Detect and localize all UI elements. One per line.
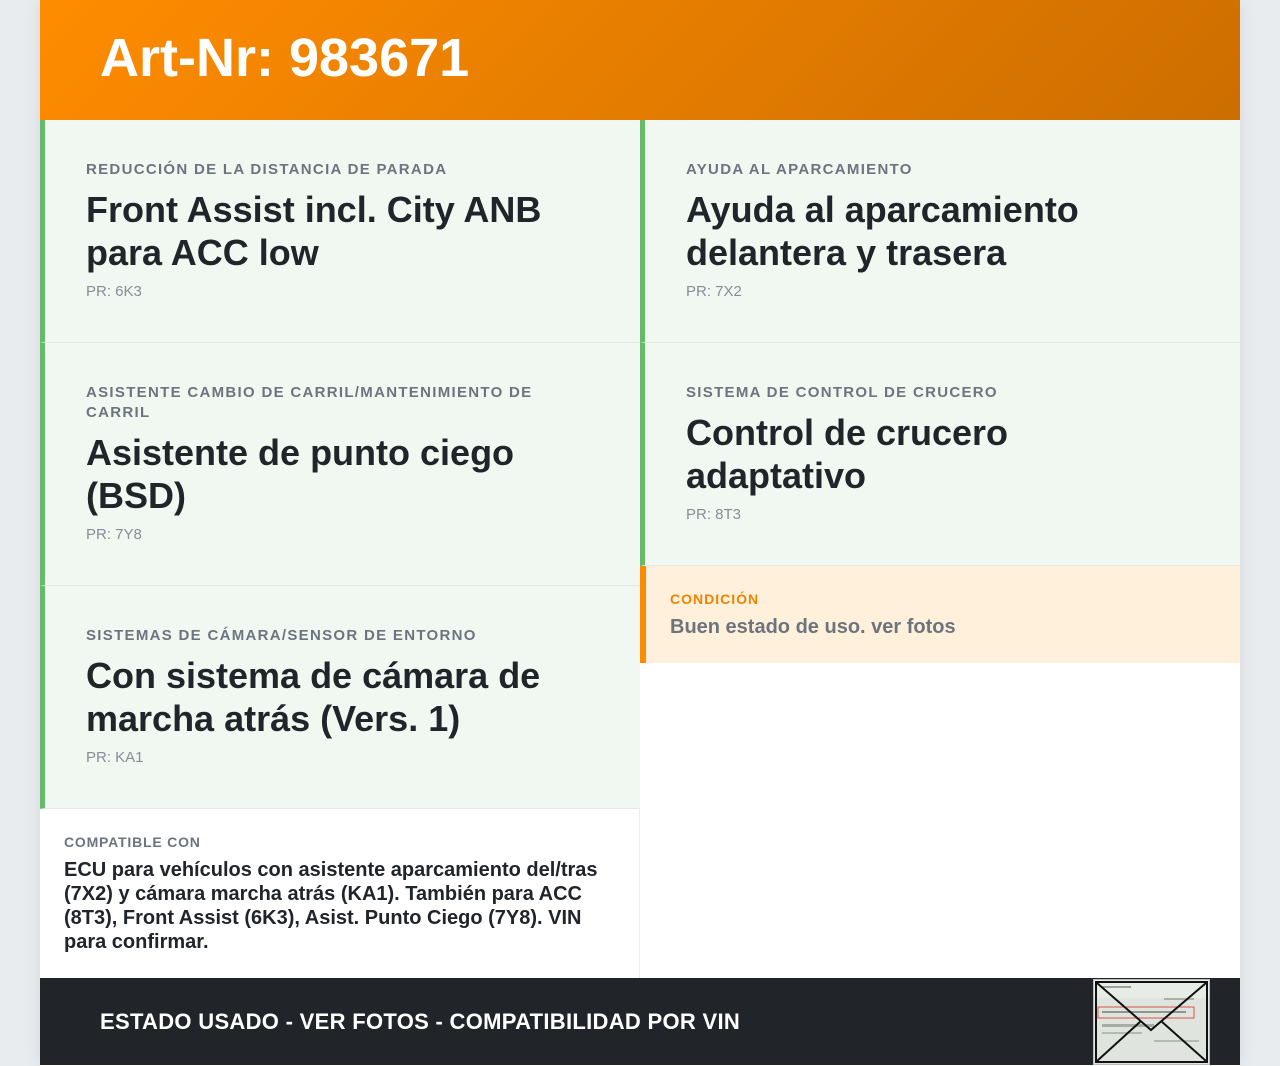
- feature-category: SISTEMA DE CONTROL DE CRUCERO: [686, 384, 998, 401]
- feature-pr-code: PR: KA1: [86, 749, 144, 766]
- right-column: [640, 120, 1240, 663]
- feature-pr-code: PR: 8T3: [686, 506, 742, 523]
- feature-category: AYUDA AL APARCAMIENTO: [686, 161, 913, 178]
- feature-category: ASISTENTE CAMBIO DE CARRIL/MANTENIMIENTO DE CARRIL: [86, 384, 533, 421]
- feature-pr-code: PR: 6K3: [86, 283, 142, 300]
- footer-bar: [40, 978, 1240, 1065]
- feature-card-cruise-control: [640, 343, 1240, 566]
- left-column: [40, 120, 640, 978]
- article-number-title: Art-Nr: 983671: [100, 28, 470, 88]
- condition-label: CONDICIÓN: [670, 591, 760, 607]
- feature-category: SISTEMAS DE CÁMARA/SENSOR DE ENTORNO: [86, 627, 477, 644]
- envelope-icon: [1094, 980, 1209, 1064]
- feature-title: Ayuda al aparcamiento delantera y trasera: [686, 189, 1079, 273]
- feature-columns: [40, 120, 1240, 978]
- compatibility-label: COMPATIBLE CON: [64, 834, 201, 850]
- feature-card-stopping-distance: [40, 120, 640, 343]
- feature-card-parking-aid: [640, 120, 1240, 343]
- header-bar: [40, 0, 1240, 120]
- condition-text: Buen estado de uso. ver fotos: [670, 616, 956, 638]
- feature-card-camera-systems: [40, 586, 640, 809]
- feature-pr-code: PR: 7Y8: [86, 526, 142, 543]
- feature-category: REDUCCIÓN DE LA DISTANCIA DE PARADA: [86, 161, 448, 178]
- condition-callout: [640, 566, 1240, 663]
- footer-status-text: ESTADO USADO - VER FOTOS - COMPATIBILIDAD POR VIN: [100, 1008, 741, 1034]
- feature-card-lane-assist: [40, 343, 640, 586]
- feature-title: Con sistema de cámara de marcha atrás (Vers. 1): [86, 655, 541, 739]
- compatibility-text: ECU para vehículos con asistente aparcamiento del/tras (7X2) y cámara marcha atrás (KA1). También para ACC (8T3), Front Assist (6K3), Asist. Punto Ciego (7Y8). VIN para confirmar.: [64, 859, 598, 953]
- feature-title: Control de crucero adaptativo: [686, 412, 1009, 496]
- feature-title: Asistente de punto ciego (BSD): [86, 432, 515, 516]
- product-photo-thumbnail[interactable]: [1093, 979, 1210, 1065]
- feature-title: Front Assist incl. City ANB para ACC low: [86, 189, 542, 273]
- feature-pr-code: PR: 7X2: [686, 283, 742, 300]
- compatibility-section: [40, 809, 640, 978]
- product-sheet: [40, 0, 1240, 1066]
